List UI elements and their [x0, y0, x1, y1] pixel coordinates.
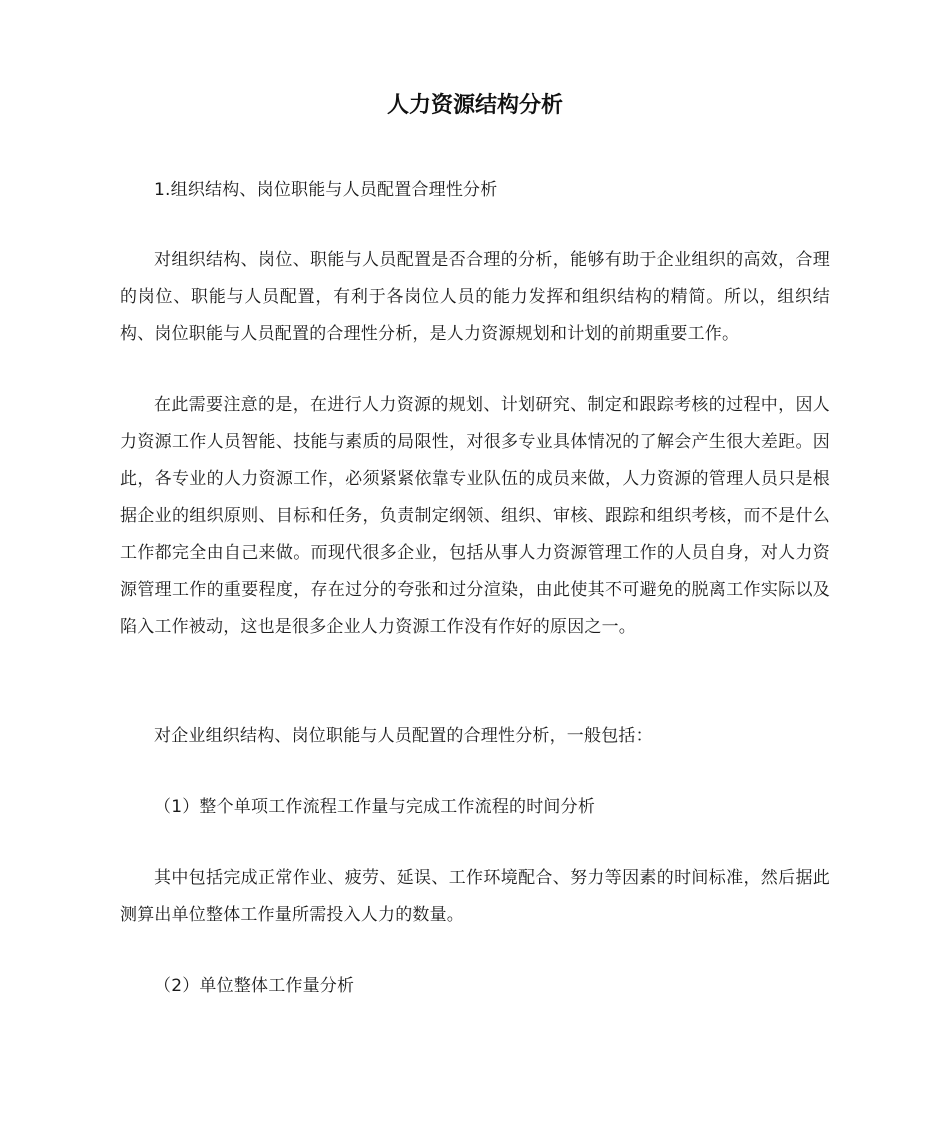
paragraph-4: 其中包括完成正常作业、疲劳、延误、工作环境配合、努力等因素的时间标准，然后据此测算出单位整体工作量所需投入人力的数量。	[120, 868, 830, 925]
paragraph-3: 对企业组织结构、岗位职能与人员配置的合理性分析，一般包括：	[154, 726, 653, 746]
document-title: 人力资源结构分析	[386, 93, 563, 118]
paragraph-1: 对组织结构、岗位、职能与人员配置是否合理的分析，能够有助于企业组织的高效，合理的岗位、职能与人员配置，有利于各岗位人员的能力发挥和组织结构的精简。所以，组织结构、岗位职能与人员配置的合理性分析，是人力资源规划和计划的前期重要工作。	[120, 250, 830, 344]
list-item-heading-1: （1）整个单项工作流程工作量与完成工作流程的时间分析	[154, 797, 596, 817]
paragraph-2: 在此需要注意的是，在进行人力资源的规划、计划研究、制定和跟踪考核的过程中，因人力资源工作人员智能、技能与素质的局限性，对很多专业具体情况的了解会产生很大差距。因此，各专业的人力资源工作，必须紧紧依靠专业队伍的成员来做，人力资源的管理人员只是根据企业的组织原则、目标和任务，负责制定纲领、组织、审核、跟踪和组织考核，而不是什么工作都完全由自己来做。而现代很多企业，包括从事人力资源管理工作的人员自身，对人力资源管理工作的重要程度，存在过分的夸张和过分渲染，由此使其不可避免的脱离工作实际以及陷入工作被动，这也是很多企业人力资源工作没有作好的原因之一。	[120, 395, 830, 637]
list-item-heading-2: （2）单位整体工作量分析	[154, 976, 355, 996]
section-heading-1: 1.组织结构、岗位职能与人员配置合理性分析	[154, 180, 498, 200]
